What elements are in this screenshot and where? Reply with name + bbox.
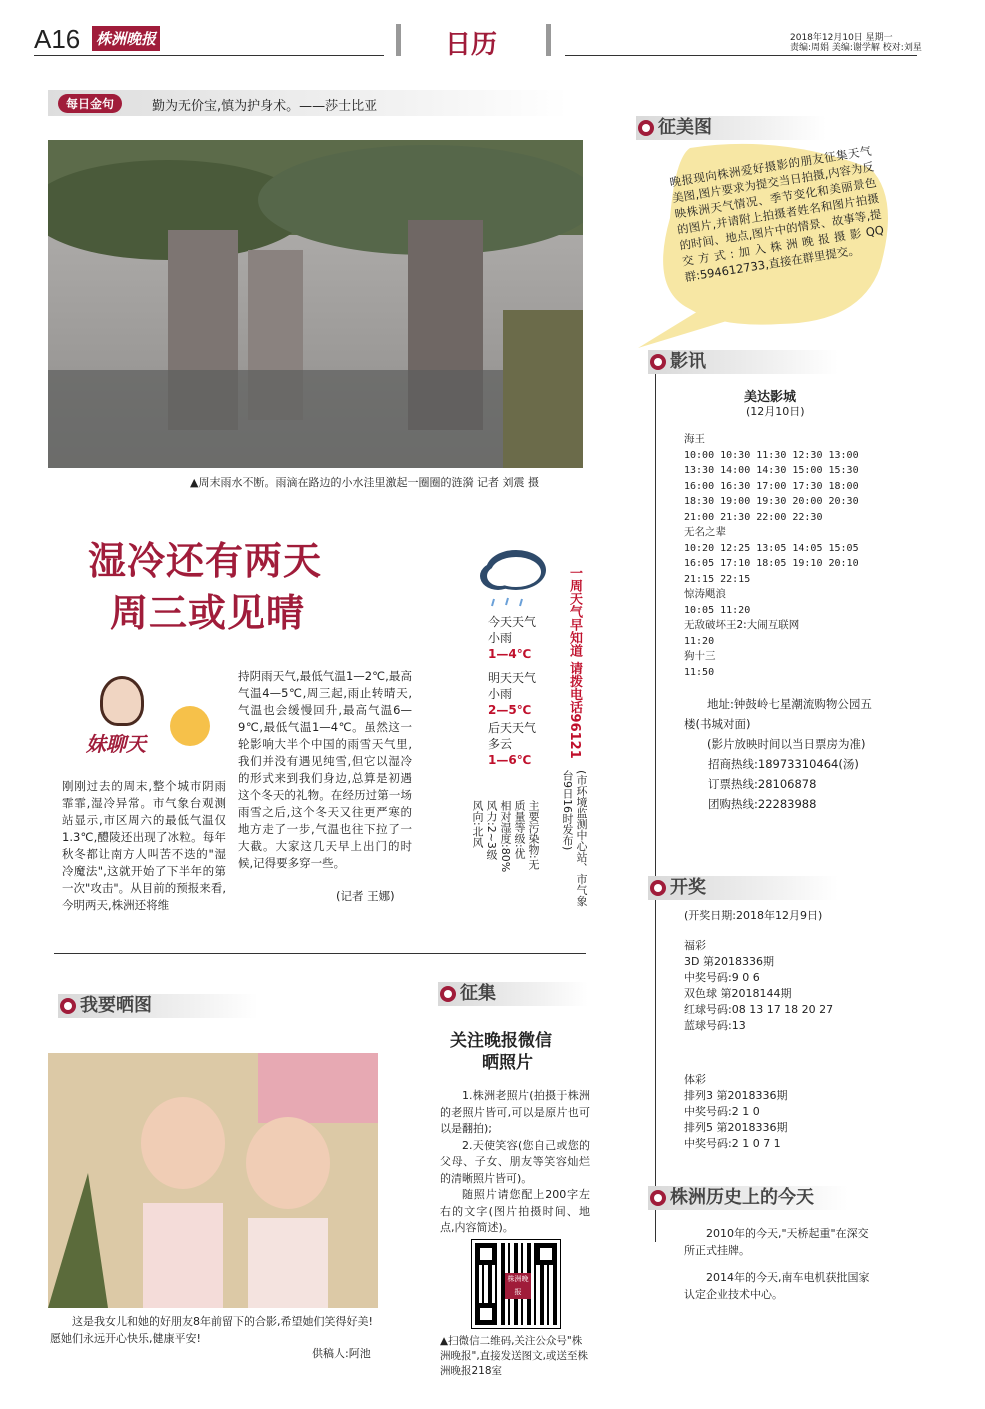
section-bullet-icon — [440, 986, 456, 1002]
cinema-address: 地址:钟鼓岭七星潮流购物公园五楼(书城对面) — [684, 697, 872, 731]
puddle-photo — [48, 140, 583, 468]
collect-p1: 1.株洲老照片(拍摄于株洲的老照片皆可,可以是原片也可以是翻拍); — [440, 1089, 590, 1135]
weather-temp: 2—5℃ — [488, 703, 532, 717]
weather-cond: 多云 — [488, 737, 513, 751]
article-byline: (记者 王娜) — [336, 889, 395, 903]
cinema-tel: 订票热线:28106878 — [708, 777, 817, 791]
collect-body — [440, 1088, 590, 1237]
contest-text: 晚报现向株洲爱好摄影的朋友征集天气美图,图片要求为提交当日拍摄,内容为反映株洲天气情况、季节变化和美丽景色的图片,并请附上拍摄者姓名和图片拍摄的时间、地点,图片中的情景、故事等,提交方式:加入株洲晚报摄影QQ群:594612733,直接在群里提交。 — [668, 143, 885, 285]
qr-code — [472, 1240, 560, 1328]
contest-head-label: 征美图 — [658, 117, 712, 138]
girls-photo — [48, 1053, 378, 1308]
lottery-head-label: 开奖 — [670, 877, 706, 898]
share-head-label: 我要晒图 — [80, 995, 152, 1016]
section-bullet-icon — [650, 354, 666, 370]
section-bullet-icon — [650, 880, 666, 896]
page-number: A16 — [34, 24, 81, 54]
weather-day — [488, 720, 558, 768]
weather-day — [488, 614, 558, 662]
collect-p3: 随照片请您配上200字左右的文字(图片拍摄时间、地点,内容简述)。 — [440, 1188, 590, 1234]
share-credit: 供稿人:阿池 — [312, 1347, 371, 1360]
puddle-photo-art — [48, 140, 583, 468]
lottery-line: 排列3 第2018336期 — [684, 1089, 788, 1102]
collect-title1: 关注晚报微信 — [450, 1031, 552, 1051]
film-title: 狗十三 — [684, 650, 716, 662]
cinema-tel: 团购热线:22283988 — [708, 797, 817, 811]
section-title: 日历 — [445, 30, 498, 60]
film-title: 无敌破坏王2:大闹互联网 — [684, 619, 800, 631]
paper-logo: 株洲晚报 — [92, 26, 160, 51]
weather-label: 明天天气 — [488, 671, 537, 685]
weather-vertical-title: 一周天气早知道 请拨电话96121 — [567, 566, 582, 759]
lottery-line: 3D 第2018336期 — [684, 955, 774, 968]
lottery-block — [684, 908, 833, 1152]
headline-line1: 湿冷还有两天 — [88, 539, 323, 583]
history-head — [648, 1186, 848, 1210]
lottery-ticai: 体彩 — [684, 1073, 706, 1086]
section-bullet-icon — [638, 120, 654, 136]
cinema-date: (12月10日) — [746, 405, 805, 418]
weather-label: 今天天气 — [488, 615, 537, 629]
air-item: 相对湿度:80% — [499, 800, 512, 873]
qr-corner — [475, 1243, 497, 1265]
header-date: 2018年12月10日 星期一 — [790, 33, 893, 43]
header-bar-right — [546, 24, 551, 56]
lottery-fucai: 福彩 — [684, 939, 706, 952]
lottery-line: 排列5 第2018336期 — [684, 1121, 788, 1134]
header-rule-right — [565, 55, 917, 56]
film-title: 海王 — [684, 433, 705, 445]
article-col2: 持阴雨天气,最低气温1—2℃,最高气温4—5℃,周三起,雨止转晴天,气温也会缓慢回升,最高气温6—9℃,最低气温1—4℃。虽然这一轮影响大半个中国的雨雪天气里,我们并没有遇见纯雪,但它以湿冷的形式来到我们身边,总算是初遇这个冬天的礼物。在经历过第一场雨雪之后,这个冬天又往更严寒的地方走了一步,气温也往下拉了一大截。大家这几天早上出门的时候,记得要多穿一些。 — [238, 669, 412, 870]
weather-cond: 小雨 — [488, 687, 513, 701]
quote-tag: 每日金句 — [58, 94, 122, 113]
air-quality — [470, 800, 540, 910]
weather-day — [488, 670, 558, 718]
air-item: 风力:2~3级 — [485, 800, 498, 860]
article-col1: 刚刚过去的周末,整个城市阴雨霏霏,湿冷异常。市气象台观测站显示,市区周六的最低气温仅1.3℃,醴陵还出现了冰粒。每年秋冬都让南方人叫苦不迭的"湿冷魔法",这就开始了下半年的第一次"攻击"。从目前的预报来看,今明两天,株洲还将维 — [62, 779, 226, 912]
movies-head — [648, 350, 838, 374]
contest-head — [636, 116, 826, 140]
lottery-line: 红球号码:08 13 17 18 20 27 — [684, 1003, 834, 1016]
right-column-rule — [655, 372, 656, 1242]
weather-label: 后天天气 — [488, 721, 537, 735]
air-item: 质量等级:优 — [513, 800, 526, 859]
weather-cond: 小雨 — [488, 631, 513, 645]
history-head-label: 株洲历史上的今天 — [670, 1187, 814, 1208]
collect-head — [438, 982, 588, 1006]
history-p1: 2010年的今天,"天桥起重"在深交所正式挂牌。 — [684, 1227, 869, 1257]
lottery-date: (开奖日期:2018年12月9日) — [684, 909, 823, 922]
air-item: 主要污染物:无 — [527, 800, 540, 870]
girls-photo-art — [48, 1053, 378, 1308]
qr-caption: ▲扫微信二维码,关注公众号"株洲晚报",直接发送图文,或送至株洲晚报218室 — [440, 1335, 589, 1377]
weather-block — [488, 614, 558, 768]
quote-text: 勤为无价宝,慎为护身术。——莎士比亚 — [152, 99, 378, 114]
header-staff: 责编:周娟 美编:谢学解 校对:刘星 — [790, 43, 922, 53]
film-times: 10:00 10:30 11:30 12:30 13:00 13:30 14:00 14:30 15:00 15:30 16:00 16:30 17:00 17:30 18:00 18:30 19:00 19:30 20:00 20:30 21:00 21:30 22:00 22:30 — [684, 449, 859, 523]
film-list — [684, 432, 859, 680]
film-title: 无名之辈 — [684, 526, 726, 538]
film-times: 11:20 — [684, 635, 715, 647]
lottery-line: 中奖号码:2 1 0 — [684, 1105, 760, 1118]
lottery-line: 双色球 第2018144期 — [684, 987, 792, 1000]
film-title: 惊涛飓浪 — [684, 588, 726, 600]
film-times: 10:20 12:25 13:05 14:05 15:05 16:05 17:10 18:05 19:10 20:10 21:15 22:15 — [684, 542, 859, 585]
section-bullet-icon — [60, 998, 76, 1014]
cinema-note: (影片放映时间以当日票房为准) — [707, 737, 866, 751]
sun-icon — [170, 706, 210, 746]
photo1-caption: ▲周末雨水不断。雨滴在路边的小水洼里激起一圈圈的涟漪 记者 刘震 摄 — [190, 476, 539, 489]
section-bullet-icon — [650, 1190, 666, 1206]
header-rule-left — [34, 55, 384, 56]
weather-temp: 1—6℃ — [488, 753, 532, 767]
air-item: 风向:北风 — [471, 800, 484, 848]
lottery-line: 中奖号码:2 1 0 7 1 — [684, 1137, 781, 1150]
collect-title2: 晒照片 — [482, 1053, 533, 1073]
cinema-tel: 招商热线:18973310464(汤) — [708, 757, 859, 771]
headline-line2: 周三或见晴 — [110, 591, 306, 635]
rain-cloud-icon — [476, 544, 552, 614]
lottery-line: 中奖号码:9 0 6 — [684, 971, 760, 984]
collect-head-label: 征集 — [460, 983, 496, 1004]
history-p2: 2014年的今天,南车电机获批国家认定企业技术中心。 — [684, 1271, 870, 1301]
cinema-name: 美达影城 — [744, 390, 797, 405]
movies-head-label: 影讯 — [670, 351, 706, 372]
qr-logo: 株洲晚报 — [505, 1273, 531, 1299]
columnist-logo — [78, 676, 228, 766]
qr-corner — [535, 1243, 557, 1265]
collect-p2: 2.天使笑容(您自己或您的父母、子女、朋友等笑容灿烂的清晰照片皆可)。 — [440, 1138, 590, 1185]
lottery-line: 蓝球号码:13 — [684, 1019, 746, 1032]
weather-source: (市环境监测中心站、市气象台9日16时发布) — [561, 770, 588, 907]
mid-divider — [54, 953, 586, 954]
logo-text: 妹聊天 — [86, 732, 146, 756]
film-times: 10:05 11:20 — [684, 604, 751, 616]
columnist-avatar — [100, 676, 144, 726]
qr-corner — [475, 1303, 497, 1325]
share-head — [58, 994, 258, 1018]
share-caption: 这是我女儿和她的好朋友8年前留下的合影,希望她们笑得好美!愿她们永远开心快乐,健康平安! — [50, 1315, 373, 1345]
lottery-head — [648, 876, 838, 900]
cinema-info — [684, 694, 880, 814]
film-times: 11:50 — [684, 666, 715, 678]
weather-temp: 1—4℃ — [488, 647, 532, 661]
header-bar-left — [396, 24, 401, 56]
